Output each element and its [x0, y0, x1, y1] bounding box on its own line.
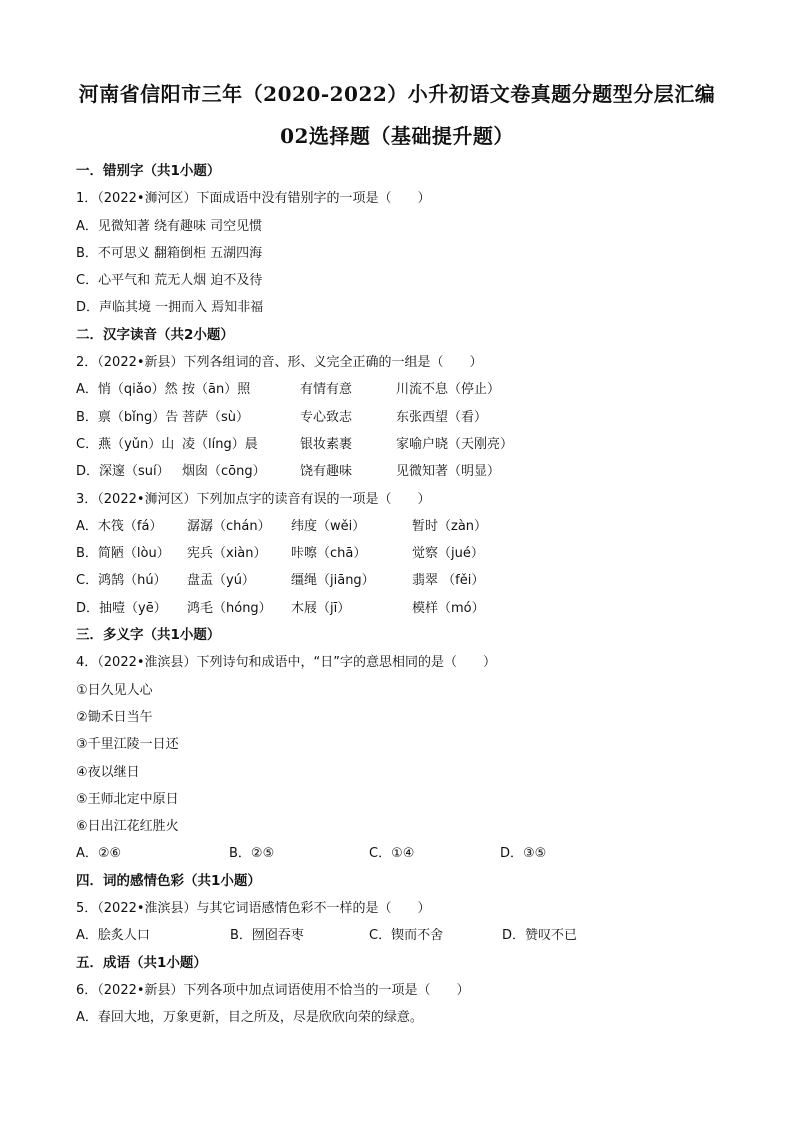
list-item: ③千里江陵一日还	[76, 737, 179, 753]
option-cell: 咔嚓（chā）	[291, 546, 367, 562]
option-cell: 模样（mó）	[412, 600, 485, 616]
option-cell: 盘盂（yú）	[187, 573, 255, 589]
option-cell: 缰绳（jiāng）	[291, 573, 375, 589]
document-title: 河南省信阳市三年（2020-2022）小升初语文卷真题分题型分层汇编	[78, 82, 716, 106]
option-row	[76, 540, 726, 567]
option-cell: 潺潺（chán）	[187, 518, 271, 534]
option-b: B．②⑤	[229, 846, 275, 862]
option-cell: 菩萨（sù）	[182, 409, 250, 425]
option-cell: 东张西望（看）	[396, 409, 488, 425]
section-heading: 一．错别字（共1小题）	[76, 163, 221, 179]
option-row	[76, 567, 726, 594]
option-cell: 翡翠 （fěi）	[412, 573, 485, 589]
question-stem: 2．（2022•新县）下列各组词的音、形、义完全正确的一组是（ ）	[76, 355, 483, 371]
option-a: A．春回大地，万象更新，目之所及，尽是欣欣向荣的绿意。	[76, 1010, 423, 1026]
question-stem: 3．（2022•浉河区）下列加点字的读音有误的一项是（ ）	[76, 491, 431, 507]
option-c: C．①④	[369, 846, 415, 862]
option-a: A．见微知著 绕有趣味 司空见惯	[76, 218, 263, 234]
option-c: C．锲而不舍	[369, 928, 444, 944]
option-row	[76, 922, 726, 949]
option-row	[76, 458, 726, 485]
option-cell: 烟囱（cōng）	[182, 464, 266, 480]
question-stem: 4．（2022•淮滨县）下列诗句和成语中，“日”字的意思相同的是（ ）	[76, 655, 496, 671]
section-heading: 五．成语（共1小题）	[76, 954, 207, 971]
question-stem: 5．（2022•淮滨县）与其它词语感情色彩不一样的是（ ）	[76, 901, 431, 917]
option-cell: B．禀（bǐng）告	[76, 409, 179, 425]
list-item: ⑤王师北定中原日	[76, 791, 179, 807]
option-cell: C．燕（yǔn）山	[76, 436, 175, 452]
section-heading: 二．汉字读音（共2小题）	[76, 326, 234, 343]
option-d: D．③⑤	[500, 846, 547, 862]
option-cell: D．深邃（suí）	[76, 464, 170, 480]
option-row	[76, 376, 726, 403]
list-item: ②锄禾日当午	[76, 709, 153, 725]
option-cell: 鸿毛（hóng）	[187, 600, 272, 616]
option-cell: 暂时（zàn）	[412, 518, 488, 534]
list-item: ⑥日出江花红胜火	[76, 819, 179, 835]
question-stem: 6．（2022•新县）下列各项中加点词语使用不恰当的一项是（ ）	[76, 982, 470, 998]
option-cell: C．鸿鹄（hú）	[76, 573, 167, 589]
option-cell: 木屐（jī）	[291, 600, 351, 616]
option-b: B．不可思义 翻箱倒柜 五湖四海	[76, 245, 263, 261]
option-cell: 饶有趣味	[300, 464, 353, 480]
option-cell: 宪兵（xiàn）	[187, 546, 267, 562]
option-row	[76, 513, 726, 540]
option-d: D．声临其境 一拥而入 焉知非福	[76, 300, 264, 316]
option-a: A．脍炙人口	[76, 928, 150, 944]
option-cell: 凌（líng）晨	[182, 436, 258, 452]
option-cell: D．抽噎（yē）	[76, 600, 167, 616]
option-a: A．②⑥	[76, 846, 122, 862]
option-cell: 川流不息（停止）	[396, 382, 501, 398]
question-list	[76, 158, 726, 1032]
document-subtitle: 02选择题（基础提升题）	[280, 124, 514, 148]
option-c: C．心平气和 荒无人烟 迫不及待	[76, 273, 263, 289]
option-cell: 有情有意	[300, 382, 353, 398]
option-row	[76, 840, 726, 867]
option-cell: B．简陋（lòu）	[76, 546, 170, 562]
option-row	[76, 431, 726, 458]
option-cell: A．悄（qiǎo）然	[76, 382, 178, 398]
section-heading: 三．多义字（共1小题）	[76, 627, 221, 644]
option-d: D．赞叹不已	[502, 928, 578, 944]
option-cell: 家喻户晓（天刚亮）	[396, 436, 514, 452]
option-cell: 觉察（jué）	[412, 546, 484, 562]
option-cell: A．木筏（fá）	[76, 518, 163, 534]
option-cell: 见微知著（明显）	[396, 464, 501, 480]
option-cell: 专心致志	[300, 409, 353, 425]
option-b: B．囫囵吞枣	[230, 928, 304, 944]
option-row	[76, 404, 726, 431]
option-cell: 银妆素裹	[300, 436, 353, 452]
question-stem: 1．（2022•浉河区）下面成语中没有错别字的一项是（ ）	[76, 191, 431, 207]
section-heading: 四．词的感情色彩（共1小题）	[76, 872, 261, 889]
list-item: ①日久见人心	[76, 682, 153, 698]
option-row	[76, 595, 726, 622]
list-item: ④夜以继日	[76, 764, 140, 780]
option-cell: 纬度（wěi）	[291, 518, 366, 534]
option-cell: 按（ān）照	[182, 382, 251, 398]
